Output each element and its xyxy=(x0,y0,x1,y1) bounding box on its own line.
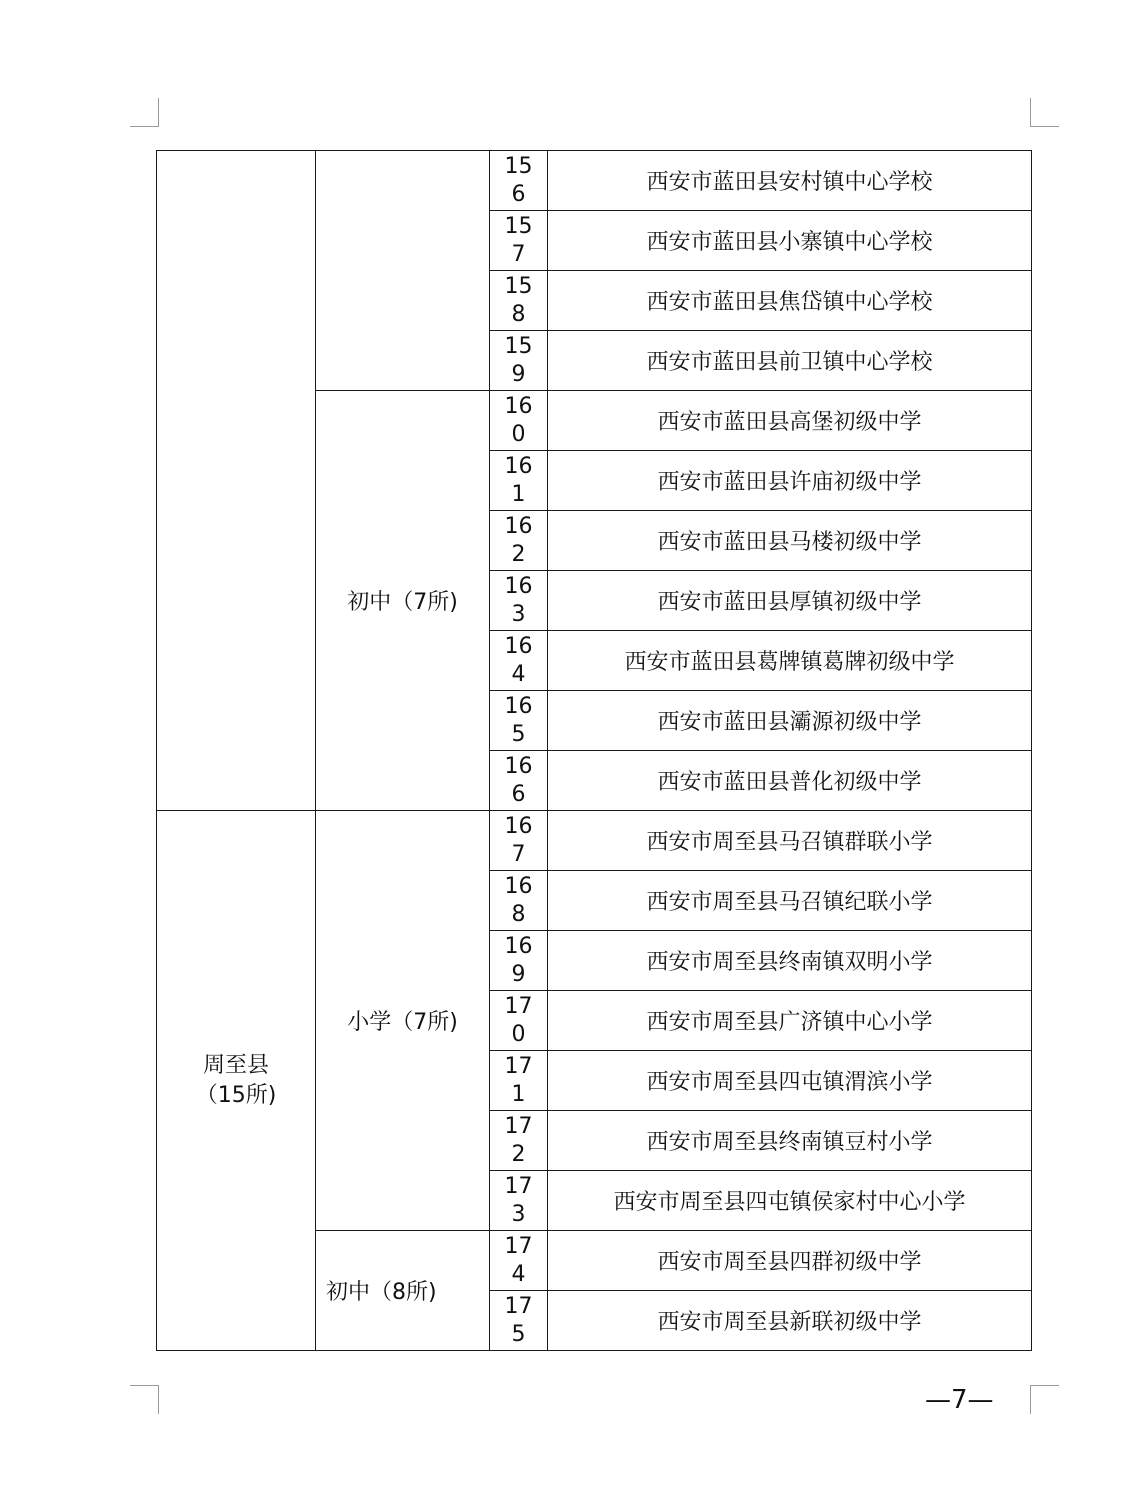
table-row xyxy=(157,151,1032,211)
crop-mark-top-left xyxy=(130,98,159,127)
school-name-cell xyxy=(548,1291,1032,1351)
school-name-cell xyxy=(548,571,1032,631)
row-number: 173 xyxy=(504,1173,533,1227)
number-cell xyxy=(490,391,548,451)
row-number: 168 xyxy=(504,873,533,927)
row-number: 156 xyxy=(504,153,533,207)
school-name-cell xyxy=(548,931,1032,991)
level-cell xyxy=(316,151,490,391)
number-cell xyxy=(490,811,548,871)
number-cell xyxy=(490,511,548,571)
number-cell xyxy=(490,571,548,631)
number-cell xyxy=(490,1051,548,1111)
school-name: 西安市周至县四群初级中学 xyxy=(657,1250,922,1275)
crop-mark-bottom-right xyxy=(1030,1385,1059,1414)
number-cell xyxy=(490,211,548,271)
row-number: 157 xyxy=(504,213,533,267)
level-label: 小学（7所) xyxy=(347,1010,458,1035)
number-cell xyxy=(490,1111,548,1171)
row-number: 159 xyxy=(504,333,533,387)
school-list-table xyxy=(156,150,1032,1351)
number-cell xyxy=(490,1231,548,1291)
school-name: 西安市周至县四屯镇侯家村中心小学 xyxy=(613,1190,966,1215)
school-name: 西安市蓝田县前卫镇中心学校 xyxy=(646,350,933,375)
row-number: 171 xyxy=(504,1053,533,1107)
number-cell xyxy=(490,991,548,1051)
county-cell xyxy=(157,151,316,811)
school-name-cell xyxy=(548,211,1032,271)
row-number: 160 xyxy=(504,393,533,447)
row-number: 167 xyxy=(504,813,533,867)
number-cell xyxy=(490,271,548,331)
row-number: 174 xyxy=(504,1233,533,1287)
row-number: 164 xyxy=(504,633,533,687)
school-name: 西安市周至县广济镇中心小学 xyxy=(646,1010,933,1035)
row-number: 166 xyxy=(504,753,533,807)
school-name-cell xyxy=(548,451,1032,511)
row-number: 158 xyxy=(504,273,533,327)
school-name-cell xyxy=(548,511,1032,571)
school-name: 西安市蓝田县马楼初级中学 xyxy=(657,530,922,555)
row-number: 170 xyxy=(504,993,533,1047)
school-name: 西安市蓝田县安村镇中心学校 xyxy=(646,170,933,195)
school-name: 西安市周至县马召镇群联小学 xyxy=(646,830,933,855)
row-number: 162 xyxy=(504,513,533,567)
school-name-cell xyxy=(548,1111,1032,1171)
school-name: 西安市周至县马召镇纪联小学 xyxy=(646,890,933,915)
school-name-cell xyxy=(548,1171,1032,1231)
school-name: 西安市周至县终南镇双明小学 xyxy=(646,950,933,975)
school-name: 西安市蓝田县焦岱镇中心学校 xyxy=(646,290,933,315)
school-name-cell xyxy=(548,631,1032,691)
school-name-cell xyxy=(548,871,1032,931)
school-name: 西安市蓝田县高堡初级中学 xyxy=(657,410,922,435)
number-cell xyxy=(490,151,548,211)
level-cell xyxy=(316,811,490,1231)
school-name: 西安市蓝田县葛牌镇葛牌初级中学 xyxy=(624,650,955,675)
number-cell xyxy=(490,691,548,751)
school-name: 西安市蓝田县灞源初级中学 xyxy=(657,710,922,735)
school-name: 西安市蓝田县普化初级中学 xyxy=(657,770,922,795)
number-cell xyxy=(490,631,548,691)
number-cell xyxy=(490,931,548,991)
row-number: 165 xyxy=(504,693,533,747)
county-count: （15所) xyxy=(195,1082,277,1108)
row-number: 161 xyxy=(504,453,533,507)
level-label: 初中（7所) xyxy=(347,590,458,615)
school-name-cell xyxy=(548,271,1032,331)
school-name-cell xyxy=(548,1051,1032,1111)
row-number: 163 xyxy=(504,573,533,627)
level-label: 初中（8所) xyxy=(326,1280,437,1305)
table-row xyxy=(157,811,1032,871)
school-name-cell xyxy=(548,331,1032,391)
level-cell xyxy=(316,1231,490,1351)
county-cell xyxy=(157,811,316,1351)
school-name: 西安市周至县新联初级中学 xyxy=(657,1310,922,1335)
level-cell xyxy=(316,391,490,811)
school-name-cell xyxy=(548,991,1032,1051)
school-name: 西安市蓝田县厚镇初级中学 xyxy=(657,590,922,615)
page-number: —7— xyxy=(925,1385,994,1415)
number-cell xyxy=(490,451,548,511)
number-cell xyxy=(490,871,548,931)
school-name: 西安市蓝田县小寨镇中心学校 xyxy=(646,230,933,255)
number-cell xyxy=(490,1291,548,1351)
row-number: 169 xyxy=(504,933,533,987)
crop-mark-bottom-left xyxy=(130,1385,159,1414)
school-name-cell xyxy=(548,811,1032,871)
row-number: 175 xyxy=(504,1293,533,1347)
crop-mark-top-right xyxy=(1030,98,1059,127)
number-cell xyxy=(490,1171,548,1231)
row-number: 172 xyxy=(504,1113,533,1167)
school-name: 西安市周至县四屯镇渭滨小学 xyxy=(646,1070,933,1095)
school-name-cell xyxy=(548,151,1032,211)
county-label xyxy=(196,1051,277,1111)
school-name: 西安市蓝田县许庙初级中学 xyxy=(657,470,922,495)
school-name-cell xyxy=(548,1231,1032,1291)
school-name-cell xyxy=(548,391,1032,451)
school-name: 西安市周至县终南镇豆村小学 xyxy=(646,1130,933,1155)
county-name: 周至县 xyxy=(202,1052,269,1078)
school-name-cell xyxy=(548,691,1032,751)
number-cell xyxy=(490,751,548,811)
school-name-cell xyxy=(548,751,1032,811)
number-cell xyxy=(490,331,548,391)
